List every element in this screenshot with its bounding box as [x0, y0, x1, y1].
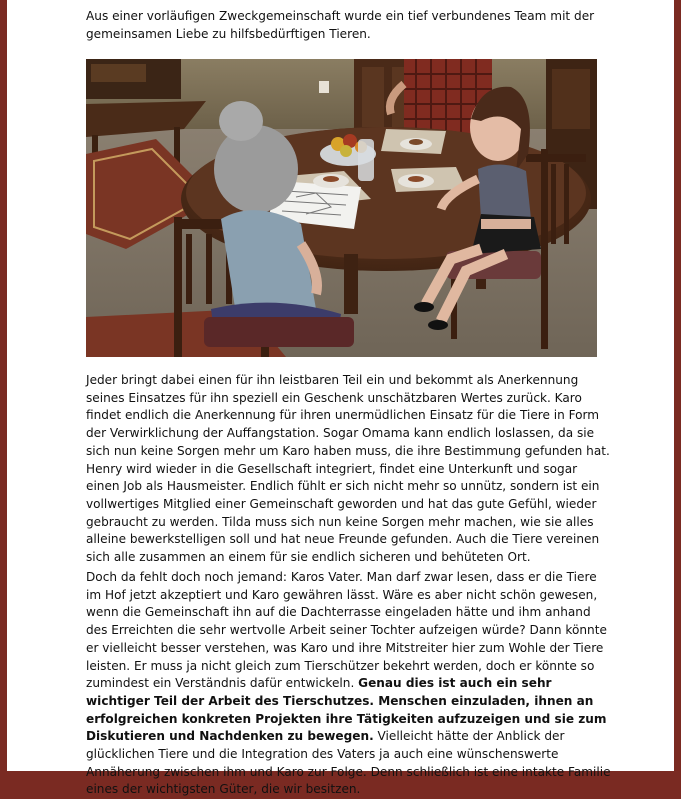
body-paragraph-1: Jeder bringt dabei einen für ihn leistbaren Teil ein und bekommt als Anerkennung seines Einsatzes für ihn speziell ein Geschenk unschätzbaren Wertes zurück. Karo findet endlich die Anerkennung für ihren unermüdlichen Einsatz für die Tiere in Form der Verwirklichung der Auffangstation. Sogar Omama kann endlich loslassen, da sie sich nun keine Sorgen mehr um Karo haben muss, die ihre Bestimmung gefunden hat. Henry wird wieder in die Gesellschaft integriert, findet eine Unterkunft und sogar einen Job als Hausmeister. Endlich fühlt er sich nicht mehr so unnütz, sondern ist ein vollwertiges Mitglied einer Gemeinschaft geworden und hat das gute Gefühl, wieder gebraucht zu werden. Tilda muss sich nun keine Sorgen mehr machen, wie sie alles alleine bewerkstelligen soll und hat neue Freunde gefunden. Auch die Tiere vereinen sich alle zusammen an einem für sie endlich sicheren und behüteten Ort.: [86, 373, 610, 565]
body-paragraph-2-bold: Genau dies ist auch ein sehr wichtiger Teil der Arbeit des Tierschutzes. Menschen einzuladen, ihnen an erfolgreichen konkreten Projekten ihre Tätigkeiten aufzuzeigen und sie zum Diskutieren und Nachdenken zu bewegen.: [86, 676, 607, 744]
body-paragraph-2-end: Vielleicht hätte der Anblick der glücklichen Tiere und die Integration des Vaters ja auch eine wünschenswerte Annäherung zwischen ihm und Karo zur Folge. Denn schließlich ist eine intakte Familie eines der wichtigsten Güter, die wir besitzen.: [86, 729, 611, 797]
document-page: [7, 0, 674, 797]
family-dinner-scene-illustration: [86, 59, 597, 357]
body-paragraph-2: [86, 569, 611, 799]
body-paragraph-2-start: Doch da fehlt doch noch jemand: Karos Vater. Man darf zwar lesen, dass er die Tiere im Hof jetzt akzeptiert und Karo gewähren lässt. Wäre es aber nicht schön gewesen, wenn die Gemeinschaft ihn auf die Dachterrasse eingeladen hätte und ihm anhand des Erreichten die sehr wertvolle Arbeit seiner Tochter aufzeigen würde? Dann könnte er vielleicht besser verstehen, was Karo und ihre Mitstreiter hier zum Wohle der Tiere leisten. Er muss ja nicht gleich zum Tierschützer bekehrt werden, doch er könnte so zumindest ein Verständnis dafür entwickeln.: [86, 570, 607, 691]
intro-paragraph: Aus einer vorläufigen Zweckgemeinschaft wurde ein tief verbundenes Team mit der gemeinsamen Liebe zu hilfsbedürftigen Tieren.: [86, 9, 595, 41]
